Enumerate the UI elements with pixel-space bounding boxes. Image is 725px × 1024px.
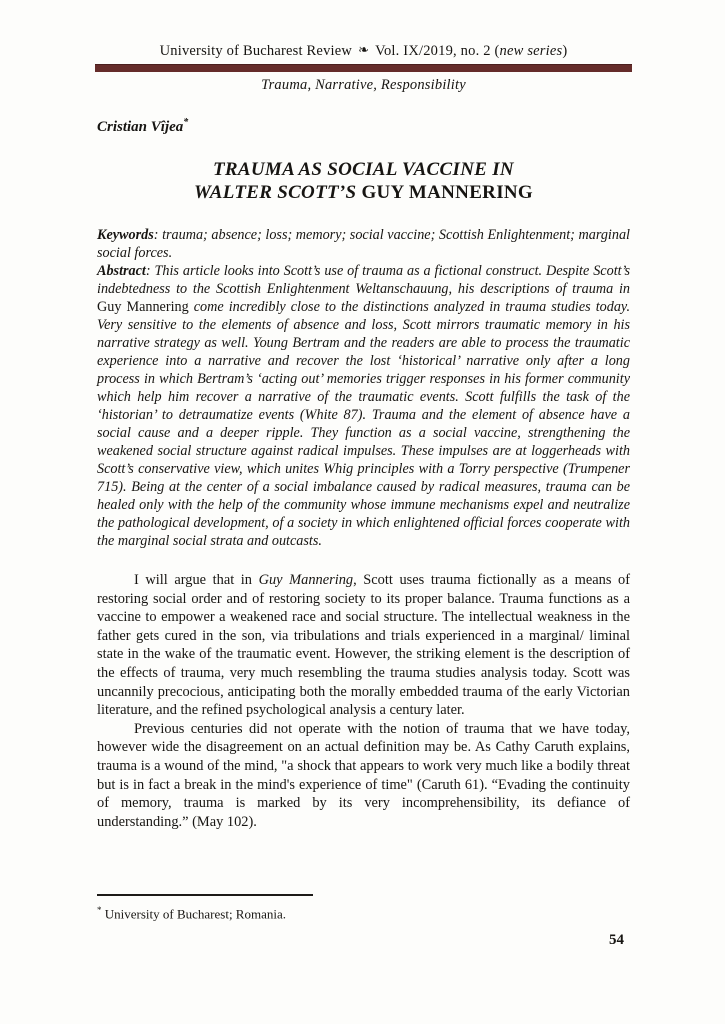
keywords-text: : trauma; absence; loss; memory; social vaccine; Scottish Enlightenment; marginal social forces.	[97, 227, 630, 261]
title-line2-roman: GUY MANNERING	[356, 182, 533, 203]
issue-theme: Trauma, Narrative, Responsibility	[261, 77, 466, 93]
footnote-separator	[97, 894, 313, 896]
front-matter	[97, 226, 630, 550]
title-line2-italic: WALTER SCOTT’S	[194, 182, 357, 203]
volume-series: new series	[499, 43, 563, 59]
footnote-text: University of Bucharest; Romania.	[101, 906, 286, 922]
footnote-text-line	[97, 902, 630, 922]
article-title	[97, 158, 630, 204]
body-paragraph-2: Previous centuries did not operate with the notion of trauma that we have today, however wide the disagreement on an actual definition may be. As Cathy Caruth explains, trauma is a wound of the mind, "a shock that appears to work very much like a bodily threat but is in fact a break in the mind's experience of time" (Caruth 61). “Evading the continuity of memory, trauma is marked by its very incomprehensibility, its defiance of understanding.” (May 102).	[97, 720, 630, 830]
article-body	[97, 571, 630, 831]
abstract-text-1: : This article looks into Scott’s use of trauma as a fictional construct. Despite Scott’s indebtedness to the Scottish Enlightenment Weltanschauung, his descriptions of trauma in	[97, 263, 630, 297]
abstract-novel-title: Guy Mannering	[97, 299, 189, 315]
keywords-label: Keywords	[97, 227, 154, 243]
body-p1-novel-title: Guy Mannering	[258, 572, 354, 588]
footnote-area	[97, 894, 630, 922]
author-line	[97, 117, 630, 136]
running-head	[97, 42, 630, 60]
abstract-label: Abstract	[97, 263, 146, 279]
footnote-marker: *	[97, 905, 102, 915]
author-footnote-marker: *	[183, 117, 189, 128]
body-p1-text-2: , Scott uses trauma fictionally as a means of restoring social order and of restoring society to its proper balance. Trauma functions as a vaccine to empower a weakened race and social structure. The intellectual weakness in the father gets cured in the son, via tribulations and trials experienced in a marginal/ liminal state in the wake of the traumatic event. However, the striking element is the description of the effects of trauma, very much resembling the trauma studies analysis today. Scott was uncannily precocious, anticipating both the morally embedded trauma of the early Victorian literature, and the refined psychological analysis a century later.	[97, 572, 630, 719]
keywords-paragraph	[97, 226, 630, 262]
title-line1: TRAUMA AS SOCIAL VACCINE IN	[213, 159, 514, 180]
header-divider-bar	[95, 64, 632, 72]
volume-info-close: )	[562, 43, 568, 59]
page-number: 54	[609, 932, 624, 948]
page-content	[97, 42, 630, 831]
fleuron-icon: ❧	[358, 42, 370, 57]
body-p1-text-1: I will argue that in	[134, 572, 259, 588]
abstract-text-2: come incredibly close to the distinctions analyzed in trauma studies today. Very sensitive to the elements of absence and loss, Scott mirrors traumatic memory in his narrative strategy as well. Young Bertram and the readers are able to process the traumatic experience into a narrative and recover the lost ‘historical’ narrative only after a long process in which Bertram’s ‘acting out’ memories trigger responses in his former community which help him recover a narrative of the traumatic events. Scott fulfills the task of the ‘historian’ to detraumatize events (White 87). Trauma and the element of absence have a social cause and a deeper ripple. They function as a social vaccine, strengthening the weakened social structure against radical impulses. These impulses are at loggerheads with Scott’s conservative view, which unites Whig principles with a Torry perspective (Trumpener 715). Being at the center of a social imbalance caused by radical measures, trauma can be healed only with the help of the community whose immune mechanisms expel and neutralize the pathological development, of a society in which enlightened official forces cooperate with the marginal social strata and outcasts.	[97, 299, 630, 549]
abstract-paragraph	[97, 262, 630, 550]
volume-info: Vol. IX/2019, no. 2 (	[375, 43, 500, 59]
body-paragraph-1	[97, 571, 630, 720]
journal-name: University of Bucharest Review	[159, 43, 353, 59]
author-name: Cristian Vîjea	[97, 119, 184, 135]
